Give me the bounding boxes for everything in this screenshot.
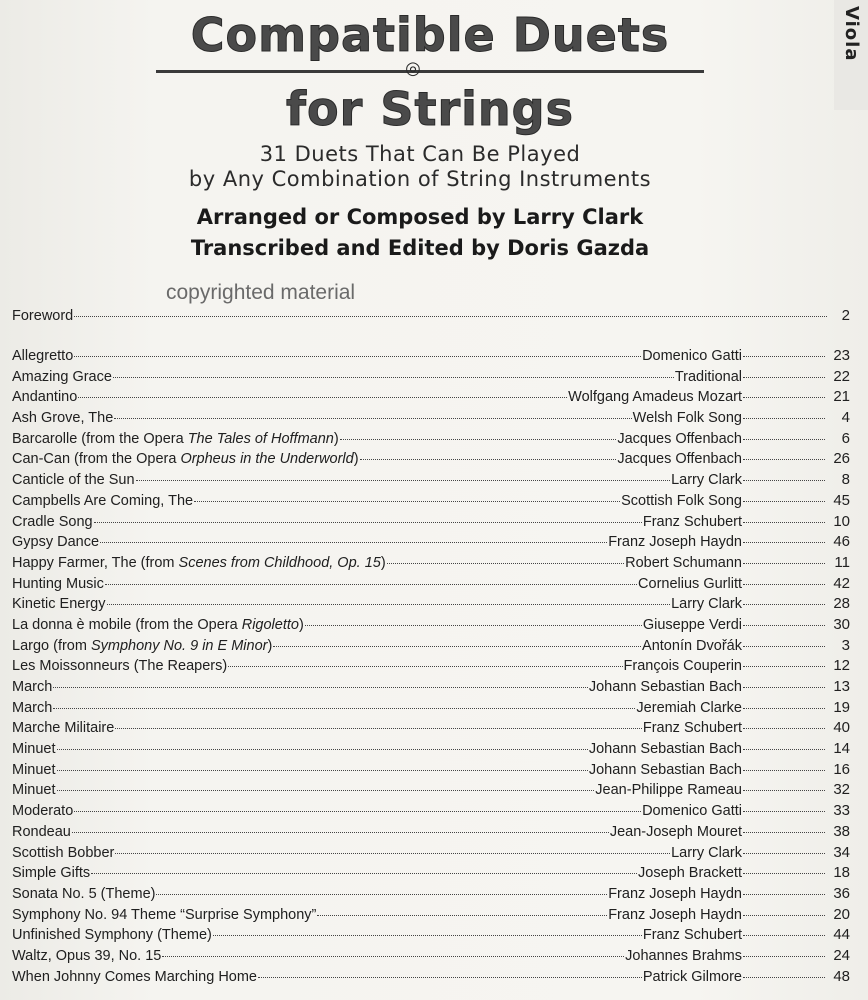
dot-leader [743,501,825,502]
toc-title [12,369,112,385]
dot-leader [317,915,607,916]
toc-title-text: Can-Can (from the Opera [12,451,181,468]
toc-title [12,803,73,819]
toc-page: 14 [833,740,850,758]
toc-page: 28 [833,595,850,613]
toc-composer: Franz Joseph Haydn [608,534,742,551]
toc-title-text: Scottish Bobber [12,844,115,861]
dot-leader [360,459,617,460]
dot-leader [743,873,825,874]
toc-title [12,534,99,550]
toc-row [12,740,850,761]
dot-leader [743,832,825,833]
toc-composer: Johann Sebastian Bach [588,679,742,695]
toc-row [12,637,850,658]
toc-title-text: Happy Farmer, The (from [12,554,179,571]
toc-title [12,782,56,798]
toc-composer: Franz Schubert [642,927,742,944]
toc-page: 26 [833,450,850,468]
dot-leader [107,604,671,605]
toc-title-tail: ) [298,616,304,633]
toc-composer: Domenico Gatti [642,348,742,364]
dot-leader [194,501,620,502]
toc-page: 23 [833,347,850,364]
toc-title [12,865,90,881]
toc-title [12,658,227,674]
toc-title-text: Campbells Are Coming, The [12,492,194,509]
toc-row [12,761,850,782]
dot-leader [743,666,825,667]
toc-title-text: Waltz, Opus 39, No. 15 [12,947,162,964]
dot-leader [105,584,637,585]
toc-page: 30 [833,615,850,633]
toc-title-text: Minuet [12,741,56,758]
dot-leader [57,790,595,791]
toc-composer: Welsh Folk Song [632,410,742,427]
toc-composer: Giuseppe Verdi [642,616,742,633]
toc-page: 11 [834,553,850,571]
toc-composer: Traditional [674,368,742,385]
toc-title [12,514,93,530]
toc-row [12,430,850,451]
toc-title [12,472,135,488]
toc-row [12,471,850,492]
toc-title-text: Allegretto [12,348,74,364]
toc-title-text: Symphony No. 94 Theme “Surprise Symphony” [12,906,317,923]
dot-leader [743,935,825,936]
copyright-watermark: copyrighted material [166,281,356,304]
toc-row [12,926,850,947]
toc-row [12,616,850,637]
toc-composer: Franz Schubert [642,513,742,530]
toc-row [12,554,850,575]
toc-title-text: Marche Militaire [12,720,115,737]
toc-composer: Wolfgang Amadeus Mozart [568,389,742,406]
toc-page: 34 [833,843,850,861]
toc-row [12,844,850,865]
toc-composer: Jacques Offenbach [617,451,742,468]
toc-page: 3 [841,636,850,654]
toc-title [12,720,114,736]
toc-row [12,492,850,513]
dot-leader [743,356,825,357]
toc-title-italic: Orpheus in the Underworld [180,451,354,468]
toc-title-text: Rondeau [12,823,71,840]
toc-title [12,576,104,592]
editor-credit: Transcribed and Edited by Doris Gazda [190,236,650,260]
book-title-line1: Compatible Duets [190,8,670,62]
toc-page: 24 [833,946,850,964]
toc-row [12,864,850,885]
toc-page: 12 [833,657,850,675]
toc-composer: Jacques Offenbach [617,430,742,447]
toc-row [12,533,850,554]
toc-title [12,948,161,964]
toc-composer: Franz Joseph Haydn [608,885,742,902]
toc-title [12,741,56,757]
toc-title-italic: The Tales of Hoffmann [187,430,334,447]
dot-leader [743,853,825,854]
toc-title [12,907,316,923]
toc-title-text: Minuet [12,782,56,799]
toc-page: 8 [841,471,850,489]
toc-title [12,824,71,840]
dot-leader [743,418,825,419]
toc-composer: Franz Joseph Haydn [608,906,742,923]
toc-title [12,410,113,426]
dot-leader [115,853,670,854]
toc-title [12,431,339,447]
toc-title-italic: Scenes from Childhood, Op. 15 [178,554,381,571]
dot-leader [743,790,825,791]
toc-row [12,719,850,740]
toc-title-text: Largo (from [12,637,91,654]
toc-title-text: March [12,699,53,716]
toc-row [12,657,850,678]
toc-title-text: Sonata No. 5 (Theme) [12,885,156,902]
toc-page: 4 [841,409,850,427]
toc-page: 46 [833,533,850,551]
toc-row [12,409,850,430]
toc-row [12,781,850,802]
dot-leader [743,894,825,895]
subtitle-line1: 31 Duets That Can Be Played [259,142,581,166]
dot-leader [74,316,827,317]
toc-title [12,451,359,467]
toc-page: 42 [833,574,850,592]
toc-composer: Scottish Folk Song [621,492,742,509]
toc-composer: Cornelius Gurlitt [638,575,742,592]
toc-composer: Larry Clark [671,596,742,613]
toc-title [12,596,106,612]
toc-composer: Johann Sebastian Bach [588,741,742,758]
toc-row [12,802,850,823]
toc-row [12,699,850,720]
toc-page: 20 [833,905,850,923]
toc-composer: Jeremiah Clarke [636,699,742,716]
toc-page: 10 [833,512,850,530]
dot-leader [743,625,825,626]
toc-row [12,368,850,389]
toc-composer: Larry Clark [671,472,742,489]
toc-row [12,947,850,968]
dot-leader [743,377,825,378]
toc-composer: Jean-Joseph Mouret [609,823,742,840]
dot-leader [114,418,631,419]
toc-page: 40 [833,719,850,737]
toc-title-text: Barcarolle (from the Opera [12,430,188,447]
toc-title-italic: Rigoletto [241,616,299,633]
subtitle-line2: by Any Combination of String Instruments [188,167,652,191]
toc-title [12,617,304,633]
toc-title-text: Unfinished Symphony (Theme) [12,927,212,944]
toc-title [12,700,52,716]
toc-row [12,595,850,616]
toc-page: 33 [833,802,850,820]
dot-leader [743,977,825,978]
toc-title-text: Minuet [12,761,56,778]
dot-leader [743,811,825,812]
toc-composer: Franz Schubert [642,720,742,737]
toc-title-text: Simple Gifts [12,865,91,882]
toc-composer: Joseph Brackett [638,865,742,882]
dot-leader [743,584,825,585]
toc-title-text: When Johnny Comes Marching Home [12,968,257,985]
toc-row [12,307,850,328]
toc-composer: François Couperin [623,658,742,675]
dot-leader [78,397,567,398]
dot-leader [100,542,607,543]
dot-leader [743,397,825,398]
dot-leader [115,728,642,729]
dot-leader [743,646,825,647]
toc-row [12,906,850,927]
dot-leader [743,956,825,957]
toc-page: 18 [833,864,850,882]
toc-page: 16 [833,760,850,778]
toc-title-text: Hunting Music [12,575,104,592]
dot-leader [273,646,641,647]
toc-title-text: Ash Grove, The [12,410,114,427]
toc-page: 21 [833,388,850,406]
dot-leader [743,687,825,688]
toc-row [12,513,850,534]
dot-leader [258,977,642,978]
dot-leader [743,542,825,543]
toc-page: 36 [833,884,850,902]
dot-leader [74,356,641,357]
toc-page: 48 [833,967,850,985]
toc-composer: Jean-Philippe Rameau [595,782,742,799]
toc-row [12,388,850,409]
table-of-contents [12,347,850,988]
toc-composer: Johann Sebastian Bach [588,761,742,778]
toc-row [12,450,850,471]
arranger-credit: Arranged or Composed by Larry Clark [196,205,644,229]
dot-leader [213,935,642,936]
toc-composer: Larry Clark [671,844,742,861]
foreword-entry [12,307,850,328]
toc-composer: Domenico Gatti [642,803,742,820]
toc-row [12,678,850,699]
toc-page: 22 [833,367,850,385]
toc-row [12,347,850,368]
dot-leader [74,811,641,812]
toc-composer: Johannes Brahms [625,947,742,964]
toc-title [12,389,77,405]
toc-row [12,575,850,596]
dot-leader [743,522,825,523]
toc-title-text: Moderato [12,803,74,820]
toc-page: 45 [833,491,850,509]
toc-title [12,762,56,778]
dot-leader [94,522,642,523]
dot-leader [743,728,825,729]
dot-leader [57,749,588,750]
dot-leader [156,894,607,895]
dot-leader [72,832,609,833]
toc-title [12,969,257,985]
toc-title-text: Gypsy Dance [12,534,100,551]
toc-composer: Robert Schumann [625,554,742,571]
toc-composer: Antonín Dvořák [642,637,742,654]
dot-leader [53,687,588,688]
dot-leader [743,915,825,916]
dot-leader [91,873,637,874]
dot-leader [743,563,825,564]
instrument-label: Viola [841,6,862,62]
toc-title-text: Cradle Song [12,513,93,530]
clef-ornament-icon: ◎ [405,58,421,79]
toc-title: Foreword [12,308,74,324]
toc-title-text: Kinetic Energy [12,596,106,613]
dot-leader [743,439,825,440]
toc-title-text: Canticle of the Sun [12,472,135,489]
dot-leader [387,563,624,564]
dot-leader [340,439,617,440]
toc-title-text: March [12,679,53,695]
toc-title-text: La donna è mobile (from the Opera [12,616,242,633]
toc-title-text: Les Moissonneurs (The Reapers) [12,658,228,675]
toc-title-tail: ) [333,430,339,447]
title-rule [156,70,704,73]
toc-title-text: Andantino [12,389,78,406]
toc-page: 44 [833,926,850,944]
toc-row [12,823,850,844]
toc-title [12,679,52,695]
dot-leader [57,770,588,771]
toc-composer: Patrick Gilmore [642,968,742,985]
toc-page: 38 [833,822,850,840]
toc-title-tail: ) [353,451,359,468]
dot-leader [743,459,825,460]
toc-row [12,885,850,906]
toc-title [12,348,73,364]
dot-leader [53,708,635,709]
dot-leader [228,666,622,667]
book-title-line2: for Strings [286,82,574,136]
dot-leader [162,956,624,957]
toc-row [12,968,850,989]
toc-title-tail: ) [380,554,386,571]
toc-title-tail: ) [267,637,273,654]
dot-leader [136,480,671,481]
toc-title [12,555,386,571]
toc-page: 32 [833,781,850,799]
toc-title [12,886,155,902]
dot-leader [743,770,825,771]
toc-page: 19 [833,698,850,716]
toc-title [12,927,212,943]
dot-leader [305,625,642,626]
toc-title-italic: Symphony No. 9 in E Minor [90,637,268,654]
dot-leader [743,749,825,750]
toc-title-text: Amazing Grace [12,368,112,385]
dot-leader [743,708,825,709]
toc-title [12,638,272,654]
dot-leader [113,377,674,378]
dot-leader [743,480,825,481]
toc-title [12,493,193,509]
toc-title [12,845,114,861]
dot-leader [743,604,825,605]
toc-page: 6 [841,429,850,447]
toc-page: 2 [841,307,850,324]
toc-page: 13 [833,678,850,695]
